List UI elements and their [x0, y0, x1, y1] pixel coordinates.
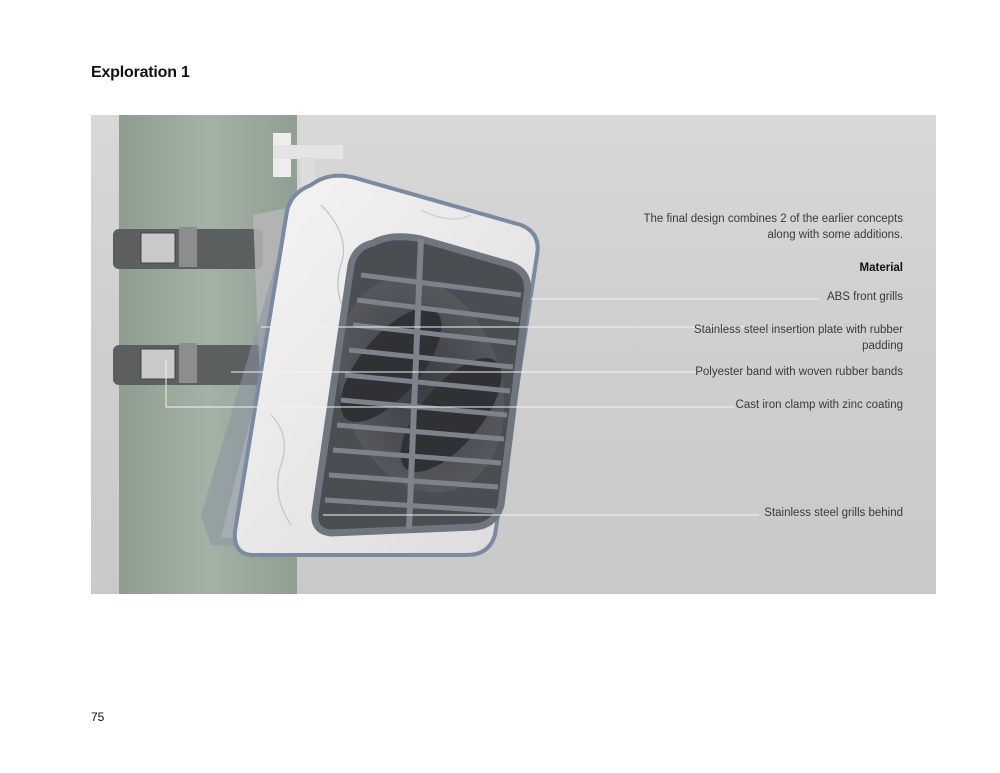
lower-strap	[113, 343, 263, 385]
material-heading: Material	[859, 262, 903, 274]
fan-render-illustration	[91, 115, 936, 594]
callout-rear-grills: Stainless steel grills behind	[764, 507, 903, 519]
callout-clamp: Cast iron clamp with zinc coating	[735, 399, 903, 411]
upper-strap	[113, 227, 263, 269]
product-render-figure	[91, 115, 936, 594]
callout-insertion-plate: Stainless steel insertion plate with rubber padding	[693, 324, 903, 352]
page-title: Exploration 1	[91, 64, 190, 81]
design-description: The final design combines 2 of the earlier concepts along with some additions.	[643, 213, 903, 241]
callout-polyester-band: Polyester band with woven rubber bands	[695, 366, 903, 378]
page-number: 75	[91, 710, 105, 724]
callout-front-grills: ABS front grills	[826, 291, 903, 303]
